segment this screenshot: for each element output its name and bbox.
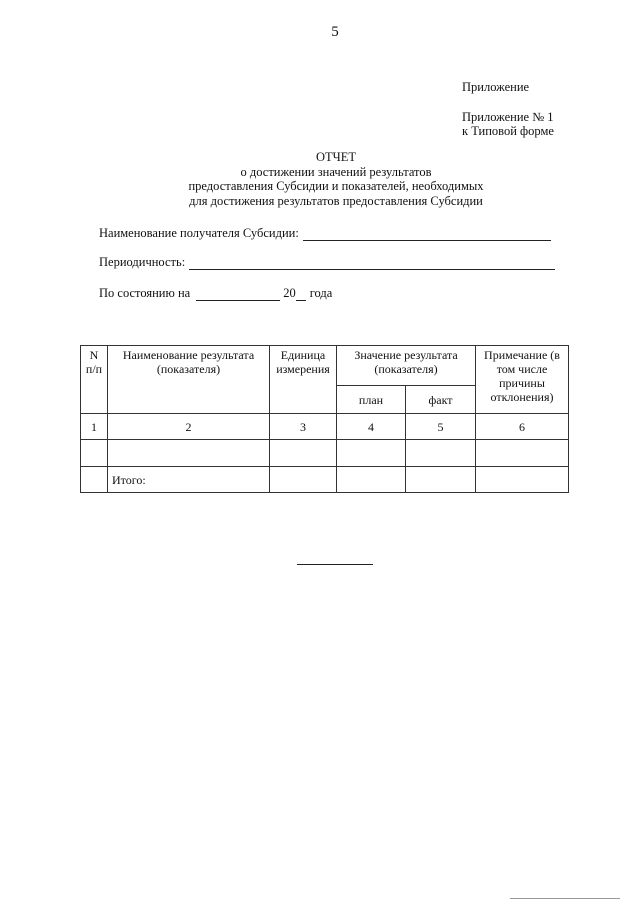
table-cell[interactable]	[108, 440, 270, 467]
total-label: Итого:	[108, 467, 270, 493]
report-heading: ОТЧЕТ	[315, 150, 357, 164]
column-number-row	[81, 414, 569, 440]
header-result-name: Наименование результата (показателя)	[108, 346, 270, 414]
recipient-field	[99, 226, 551, 241]
table-cell[interactable]	[406, 467, 476, 493]
column-number: 6	[476, 414, 569, 440]
year-prefix: 20	[283, 286, 296, 300]
column-number: 4	[337, 414, 406, 440]
table-cell[interactable]	[476, 467, 569, 493]
report-subtitle-line-1: о достижении значений результатов	[240, 164, 432, 179]
column-number: 3	[270, 414, 337, 440]
scan-edge-mark	[510, 898, 620, 899]
periodicity-input-line[interactable]	[189, 257, 555, 270]
periodicity-field	[99, 255, 555, 270]
header-value-group: Значение результата (показателя)	[337, 346, 476, 386]
as-of-date-field	[99, 286, 332, 301]
appendix-label: Приложение	[462, 80, 530, 94]
page-number: 5	[331, 24, 339, 40]
table-cell[interactable]	[270, 440, 337, 467]
appendix-number: Приложение № 1	[462, 110, 554, 124]
report-title	[120, 150, 552, 208]
recipient-input-line[interactable]	[303, 228, 551, 241]
header-plan: план	[337, 386, 406, 414]
closing-separator-line	[297, 564, 373, 565]
header-num: N п/п	[81, 346, 108, 414]
table-cell[interactable]	[476, 440, 569, 467]
column-number: 1	[81, 414, 108, 440]
table-cell[interactable]	[270, 467, 337, 493]
report-subtitle-line-2: предоставления Субсидии и показателей, необходимых	[188, 179, 484, 193]
table-row	[81, 440, 569, 467]
column-number: 2	[108, 414, 270, 440]
year-input-line[interactable]	[296, 288, 306, 301]
appendix-reference: к Типовой форме	[462, 124, 554, 138]
appendix-block	[462, 80, 554, 138]
table-cell[interactable]	[337, 440, 406, 467]
header-fact: факт	[406, 386, 476, 414]
as-of-label: По состоянию на	[99, 286, 191, 300]
column-number: 5	[406, 414, 476, 440]
table-cell[interactable]	[406, 440, 476, 467]
table-cell[interactable]	[81, 440, 108, 467]
recipient-label: Наименование получателя Субсидии:	[99, 226, 299, 240]
report-subtitle-line-3: для достижения результатов предоставления Субсидии	[189, 193, 483, 208]
report-table	[80, 345, 569, 493]
total-row	[81, 467, 569, 493]
table-cell[interactable]	[337, 467, 406, 493]
periodicity-label: Периодичность:	[99, 255, 186, 269]
table-cell[interactable]	[81, 467, 108, 493]
year-suffix: года	[309, 286, 333, 300]
header-note: Примечание (в том числе причины отклонения)	[476, 346, 569, 414]
header-unit: Единица измерения	[270, 346, 337, 414]
as-of-date-input-line[interactable]	[196, 288, 280, 301]
